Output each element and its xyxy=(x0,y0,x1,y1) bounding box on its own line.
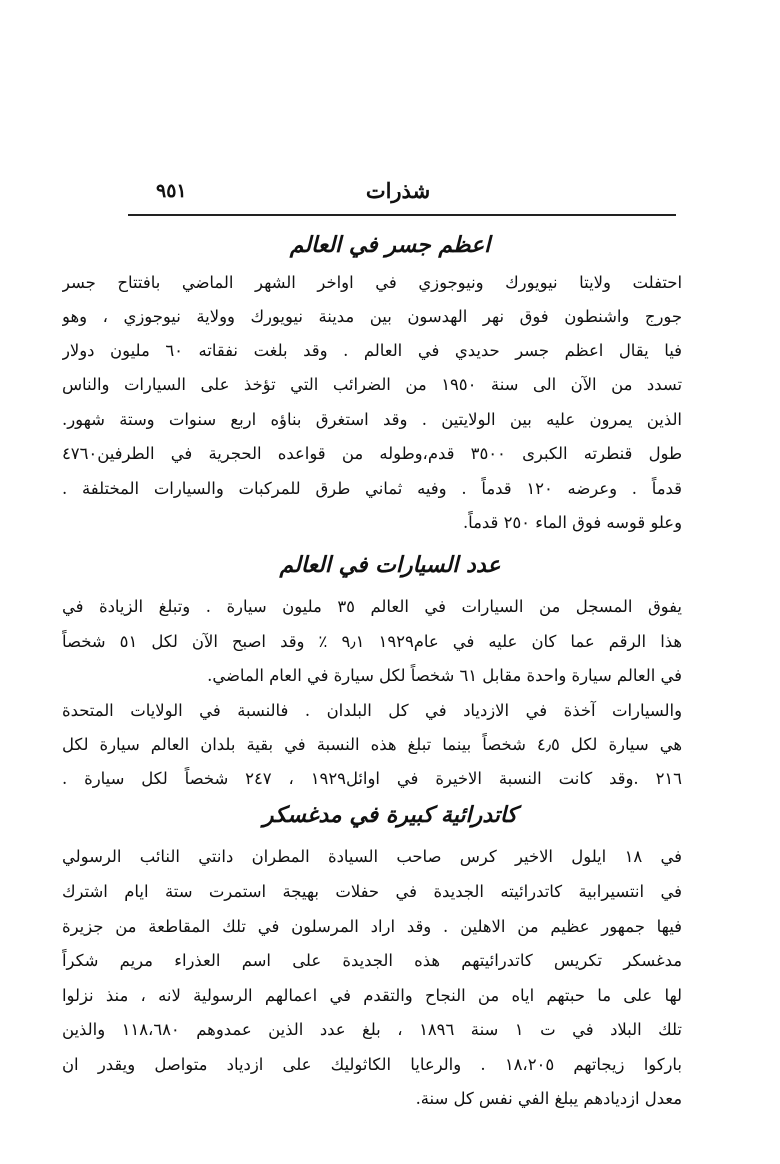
paragraph-line: لها على ما حبتهم اياه من النجاح والتقدم في اعمالهم الرسولية لانه ، منذ نزلوا xyxy=(62,986,682,1005)
paragraph-line: مدغسكر تكريس كاتدرائيتهم هذه الجديدة على اسم العذراء مريم شكراً xyxy=(62,951,682,970)
paragraph-line: والسيارات آخذة في الازدياد في كل البلدان . فالنسبة في الولايات المتحدة xyxy=(62,701,682,720)
paragraph-line: في العالم سيارة واحدة مقابل ٦١ شخصاً لكل سيارة في العام الماضي. xyxy=(207,666,682,685)
paragraph-line: باركوا زيجاتهم ١٨،٢٠٥ . والرعايا الكاثوليك على ازدياد متواصل ويقدر ان xyxy=(62,1055,682,1074)
paragraph-line: هي سيارة لكل ٤٫٥ شخصاً بينما تبلغ هذه النسبة في بقية بلدان العالم سيارة لكل xyxy=(62,735,682,754)
section-title-madagascar-cathedral: كاتدرائية كبيرة في مدغسكر xyxy=(262,802,518,828)
paragraph-line: فيها جمهور عظيم من الاهلين . وقد اراد المرسلون في تلك المقاطعة من جزيرة xyxy=(62,917,682,936)
paragraph-line: في انتسيرابية كاتدرائيته الجديدة في حفلات بهيجة استمرت ستة ايام اشترك xyxy=(62,882,682,901)
paragraph-line: تسدد من الآن الى سنة ١٩٥٠ من الضرائب التي تؤخذ على السيارات والناس xyxy=(62,375,682,394)
paragraph-line: قدماً . وعرضه ١٢٠ قدماً . وفيه ثماني طرق للمركبات والسيارات المختلفة . xyxy=(62,479,682,498)
paragraph-line: وعلو قوسه فوق الماء ٢٥٠ قدماً. xyxy=(462,513,682,532)
paragraph-line: جورج واشنطون فوق نهر الهدسون بين مدينة نيويورك وولاية نيوجوزي ، وهو xyxy=(62,307,682,326)
section-title-largest-bridge: اعظم جسر في العالم xyxy=(289,232,491,258)
page-number: ٩٥١ xyxy=(156,180,187,202)
paragraph-line: يفوق المسجل من السيارات في العالم ٣٥ مليون سيارة . وتبلغ الزيادة في xyxy=(62,597,682,616)
paragraph-line: في ١٨ ايلول الاخير كرس صاحب السيادة المطران دانتي النائب الرسولي xyxy=(62,847,682,866)
paragraph-line: هذا الرقم عما كان عليه في عام١٩٢٩ ٩٫١ ٪ وقد اصبح الآن لكل ٥١ شخصاً xyxy=(62,632,682,651)
paragraph-line: ٢١٦ .وقد كانت النسبة الاخيرة في اوائل١٩٢٩ ، ٢٤٧ شخصاً لكل سيارة . xyxy=(62,769,682,788)
paragraph-line: طول قنطرته الكبرى ٣٥٠٠ قدم،وطوله من قواعده الحجرية في الطرفين٤٧٦٠ xyxy=(62,444,682,463)
paragraph-line: تلك البلاد في ت ١ سنة ١٨٩٦ ، بلغ عدد الذين عمدوهم ١١٨،٦٨٠ والذين xyxy=(62,1020,682,1039)
paragraph-line: فيا يقال اعظم جسر حديدي في العالم . وقد بلغت نفقاته ٦٠ مليون دولار xyxy=(62,341,682,360)
page-header xyxy=(128,178,668,212)
header-rule xyxy=(128,214,676,216)
running-title: شذرات xyxy=(365,178,431,203)
paragraph-line: معدل ازديادهم يبلغ الفي نفس كل سنة. xyxy=(415,1089,682,1108)
paragraph-line: احتفلت ولايتا نيويورك ونيوجوزي في اواخر الشهر الماضي بافتتاح جسر xyxy=(62,273,682,292)
paragraph-line: الذين يمرون عليه بين الولايتين . وقد استغرق بناؤه اربع سنوات وستة شهور. xyxy=(62,410,682,429)
section-title-car-count: عدد السيارات في العالم xyxy=(279,552,501,578)
